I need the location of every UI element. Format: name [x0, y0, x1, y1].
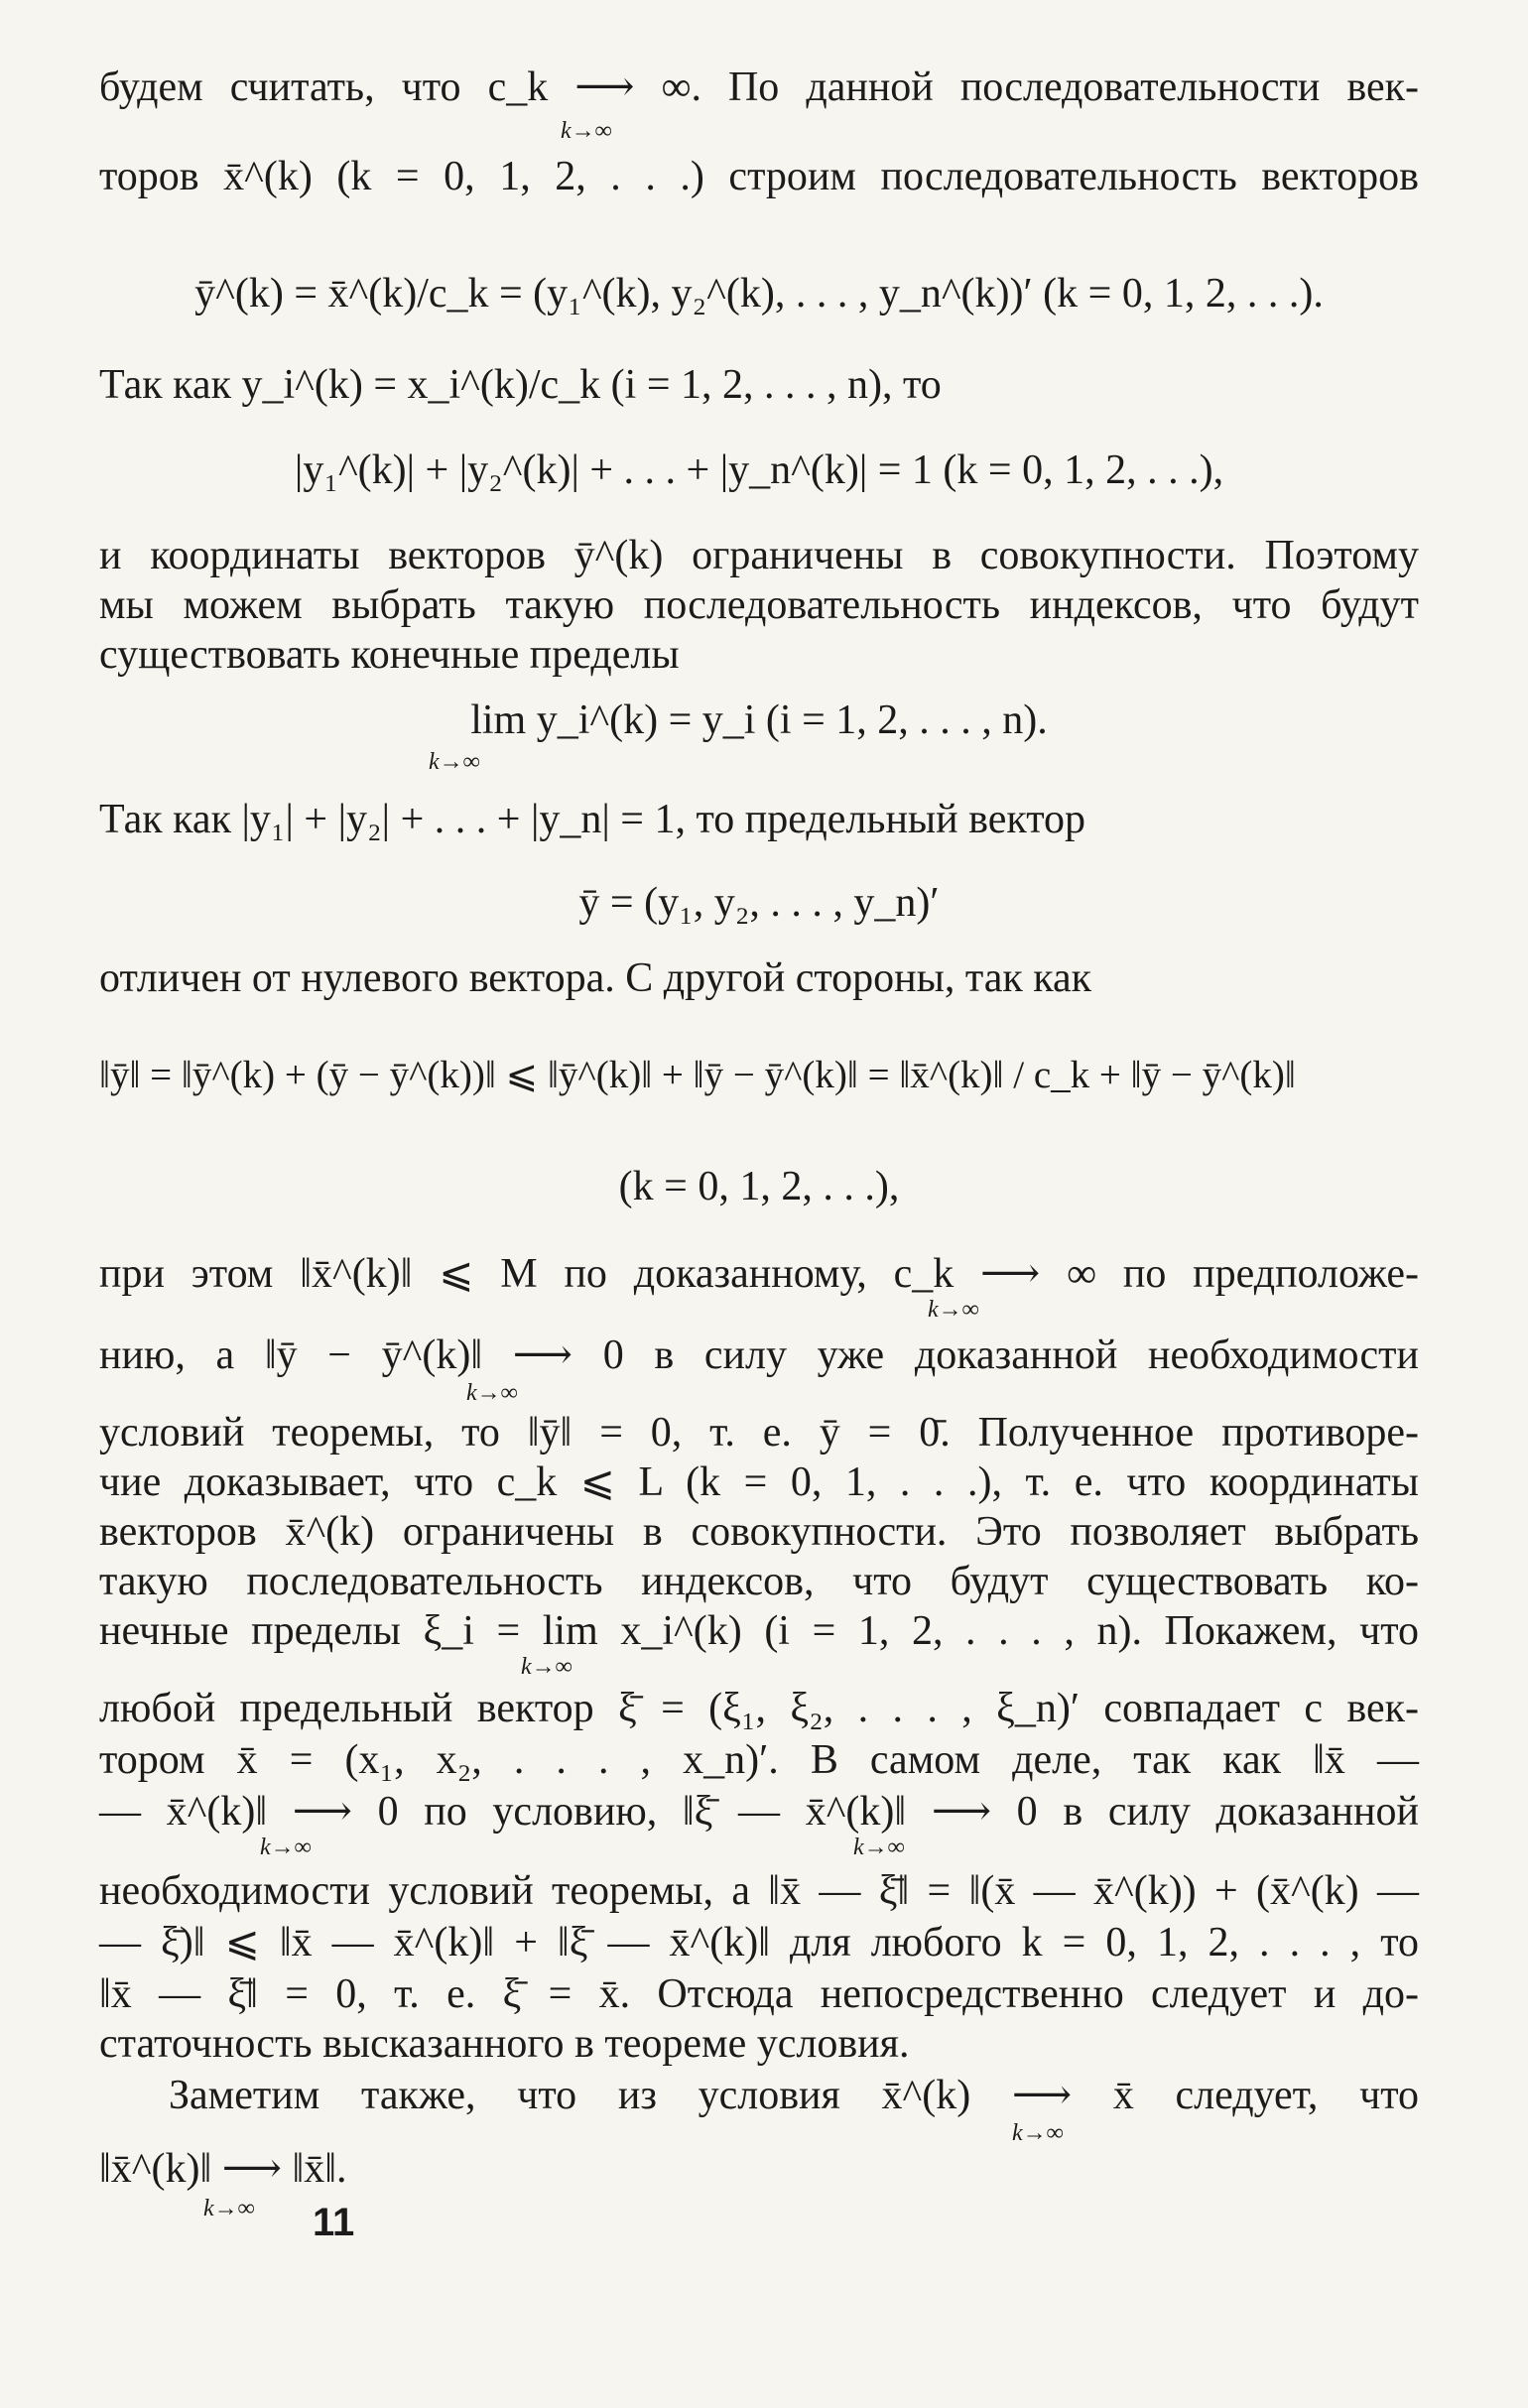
text-line-10: нию, а ‖ȳ − ȳ^(k)‖ ⟶ 0 в силу уже доказанной необходимости — [99, 1332, 1419, 1378]
limit-subscript-5: k→∞ — [521, 1654, 573, 1680]
text-line-13: векторов x̄^(k) ограничены в совокупности. Это позволяет выбрать — [99, 1509, 1419, 1555]
limit-subscript-9: k→∞ — [203, 2196, 255, 2221]
text-line-14: такую последовательность индексов, что будут существовать ко- — [99, 1559, 1419, 1604]
formula-norm-inequality: ‖ȳ‖ = ‖ȳ^(k) + (ȳ − ȳ^(k))‖ ⩽ ‖ȳ^(k)‖ + ‖ȳ − ȳ^(k)‖ = ‖x̄^(k)‖ / c_k + ‖ȳ − ȳ^(k)‖ — [99, 1054, 1296, 1096]
text-line-19: необходимости условий теоремы, а ‖x̄ — ξ̄‖ = ‖(x̄ — x̄^(k)) + (x̄^(k) — — [99, 1868, 1419, 1914]
page-number: 11 — [313, 2201, 355, 2244]
formula-limit-y: lim y_i^(k) = y_i (i = 1, 2, . . . , n). — [470, 697, 1048, 743]
text-line-16: любой предельный вектор ξ̄ = (ξ₁, ξ₂, . . . , ξ_n)′ совпадает с век- — [99, 1686, 1419, 1731]
text-line-17: тором x̄ = (x₁, x₂, . . . , x_n)′. В самом деле, так как ‖x̄ — — [99, 1737, 1419, 1783]
formula-k-range: (k = 0, 1, 2, . . .), — [618, 1164, 900, 1209]
text-line-15: нечные пределы ξ_i = lim x_i^(k) (i = 1, 2, . . . , n). Покажем, что — [99, 1608, 1419, 1654]
limit-subscript-6: k→∞ — [260, 1835, 312, 1860]
text-line-18: — x̄^(k)‖ ⟶ 0 по условию, ‖ξ̄ — x̄^(k)‖ ⟶ 0 в силу доказанной — [99, 1789, 1419, 1835]
text-line-11: условий теоремы, то ‖ȳ‖ = 0, т. е. ȳ = 0̄. Полученное противоре- — [99, 1410, 1419, 1456]
text-line-2: торов x̄^(k) (k = 0, 1, 2, . . .) строим последовательность векторов — [99, 154, 1419, 199]
text-line-7: Так как |y₁| + |y₂| + . . . + |y_n| = 1, то предельный вектор — [99, 797, 1085, 842]
text-line-20: — ξ̄)‖ ⩽ ‖x̄ — x̄^(k)‖ + ‖ξ̄ — x̄^(k)‖ для любого k = 0, 1, 2, . . . , то — [99, 1920, 1419, 1965]
limit-subscript-3: k→∞ — [928, 1297, 979, 1323]
limit-subscript-4: k→∞ — [466, 1380, 518, 1406]
text-line-23: Заметим также, что из условия x̄^(k) ⟶ x̄ следует, что — [169, 2073, 1419, 2118]
text-line-6: существовать конечные пределы — [99, 632, 680, 678]
text-line-21: ‖x̄ — ξ̄‖ = 0, т. е. ξ̄ = x̄. Отсюда непосредственно следует и до- — [99, 1971, 1419, 2017]
limit-subscript-1: k→∞ — [561, 118, 612, 144]
text-line-12: чие доказывает, что c_k ⩽ L (k = 0, 1, . . .), т. е. что координаты — [99, 1459, 1419, 1505]
formula-sum-y: |y₁^(k)| + |y₂^(k)| + . . . + |y_n^(k)| = 1 (k = 0, 1, 2, . . .), — [294, 447, 1224, 493]
text-line-5: мы можем выбрать такую последовательность индексов, что будут — [99, 582, 1419, 628]
formula-y-k: ȳ^(k) = x̄^(k)/c_k = (y₁^(k), y₂^(k), . . . , y_n^(k))′ (k = 0, 1, 2, . . .). — [194, 271, 1324, 317]
text-line-22: статочность высказанного в теореме условия. — [99, 2021, 910, 2067]
text-line-24: ‖x̄^(k)‖ ⟶ ‖x̄‖. — [99, 2146, 347, 2192]
text-line-9: при этом ‖x̄^(k)‖ ⩽ M по доказанному, c_k ⟶ ∞ по предположе- — [99, 1251, 1419, 1297]
text-line-1: будем считать, что c_k ⟶ ∞. По данной последовательности век- — [99, 64, 1419, 110]
text-line-8: отличен от нулевого вектора. С другой стороны, так как — [99, 955, 1092, 1001]
limit-subscript-8: k→∞ — [1012, 2120, 1064, 2146]
limit-subscript-2: k→∞ — [429, 749, 480, 775]
text-line-4: и координаты векторов ȳ^(k) ограничены в совокупности. Поэтому — [99, 533, 1419, 578]
text-line-3: Так как y_i^(k) = x_i^(k)/c_k (i = 1, 2, . . . , n), то — [99, 362, 942, 408]
formula-limit-vector: ȳ = (y₁, y₂, . . . , y_n)′ — [578, 880, 940, 926]
limit-subscript-7: k→∞ — [853, 1835, 905, 1860]
